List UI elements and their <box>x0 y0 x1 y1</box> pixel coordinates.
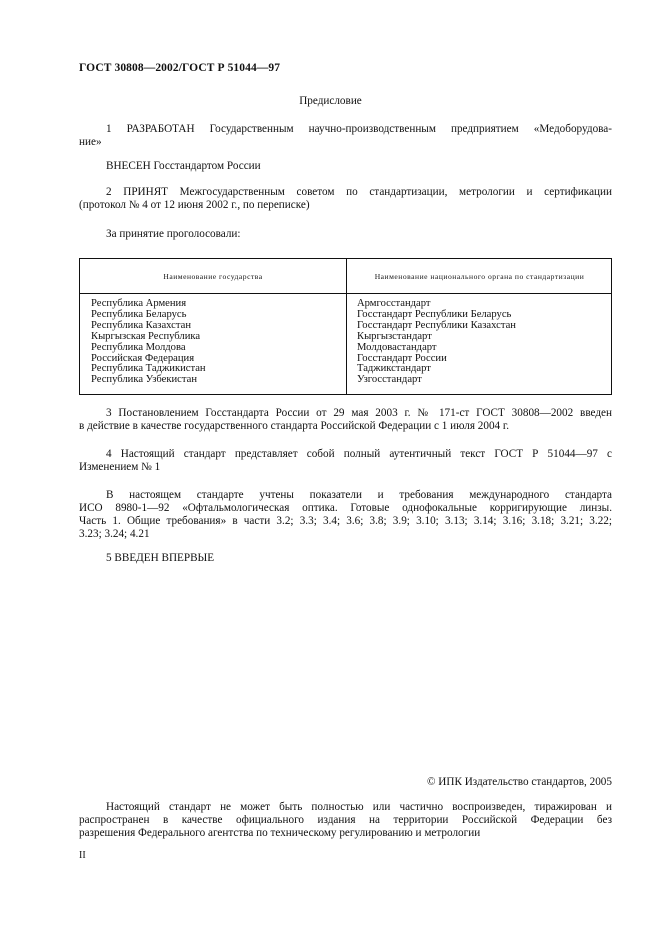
paragraph-line: ИСО 8980-1—92 «Офтальмологическая оптика. Готовые однофокальные корригирующие линзы. <box>79 502 612 514</box>
paragraph-first-introduced: 5 ВВЕДЕН ВПЕРВЫЕ <box>106 552 215 564</box>
table-cell-state: Республика Таджикистан <box>91 363 206 375</box>
paragraph-line: в действие в качестве государственного стандарта Российской Федерации с 1 июля 2004 г. <box>79 420 510 432</box>
paragraph-line: разрешения Федерального агентства по техническому регулированию и метрологии <box>79 827 481 839</box>
table-cell-state: Республика Узбекистан <box>91 374 198 386</box>
copyright-line: © ИПК Издательство стандартов, 2005 <box>426 776 612 788</box>
document-code-header: ГОСТ 30808—2002/ГОСТ Р 51044—97 <box>79 62 281 74</box>
paragraph-line: 2 ПРИНЯТ Межгосударственным советом по стандартизации, метрологии и сертификации <box>106 186 612 198</box>
table-cell-state: Республика Армения <box>91 298 187 309</box>
table-cell-body: Узгосстандарт <box>357 374 422 386</box>
table-cell-state: Республика Казахстан <box>91 319 192 331</box>
paragraph-voted: За принятие проголосовали: <box>106 228 241 240</box>
paragraph-line: 3.23; 3.24; 4.21 <box>79 528 150 540</box>
paragraph-international-standard <box>79 489 612 541</box>
paragraph-developed <box>79 123 612 149</box>
table-cell-body: Молдовастандарт <box>357 341 437 353</box>
paragraph-line: (протокол № 4 от 12 июня 2002 г., по переписке) <box>79 199 310 211</box>
page-number: II <box>79 850 86 861</box>
paragraph-adopted <box>79 186 612 212</box>
table-cell-state: Кыргызская Республика <box>91 330 201 342</box>
paragraph-authentic-text <box>79 448 612 474</box>
table-header-body: Наименование национального органа по стандартизации <box>374 271 585 281</box>
paragraph-line: Часть 1. Общие требования» в части 3.2; 3.3; 3.4; 3.6; 3.8; 3.9; 3.10; 3.13; 3.14; 3.16; 3.18; 3.21; 3.22; <box>79 515 612 527</box>
table-cell-state: Российская Федерация <box>91 352 195 364</box>
table-cell-body: Таджикстандарт <box>357 363 431 375</box>
paragraph-resolution <box>79 407 612 433</box>
table-cell-body: Госстандарт России <box>357 352 447 364</box>
paragraph-line: 1 РАЗРАБОТАН Государственным научно-производственным предприятием «Медоборудова- <box>106 123 612 135</box>
paragraph-line: ние» <box>79 136 102 148</box>
paragraph-line: распространен в качестве официального издания на территории Российской Федерации без <box>79 814 612 826</box>
table-column-bodies <box>357 299 516 386</box>
table-cell-body: Армгосстандарт <box>357 298 431 309</box>
paragraph-line: Настоящий стандарт не может быть полностью или частично воспроизведен, тиражирован и <box>106 801 612 813</box>
table-cell-state: Республика Беларусь <box>91 308 187 320</box>
paragraph-line: 4 Настоящий стандарт представляет собой полный аутентичный текст ГОСТ Р 51044—97 с <box>106 448 612 460</box>
preface-title: Предисловие <box>299 95 362 107</box>
table-column-states <box>91 299 206 386</box>
table-cell-body: Кыргызстандарт <box>357 330 432 342</box>
copyright-notice <box>79 801 612 840</box>
table-cell-body: Госстандарт Республики Казахстан <box>357 319 516 331</box>
paragraph-line: В настоящем стандарте учтены показатели и требования международного стандарта <box>106 489 612 501</box>
table-header-divider <box>80 293 611 294</box>
voting-table <box>79 258 612 395</box>
paragraph-line: Изменением № 1 <box>79 461 161 473</box>
paragraph-introduced: ВНЕСЕН Госстандартом России <box>106 160 261 172</box>
table-cell-state: Республика Молдова <box>91 341 186 353</box>
table-cell-body: Госстандарт Республики Беларусь <box>357 308 512 320</box>
paragraph-line: 3 Постановлением Госстандарта России от 29 мая 2003 г. № 171-ст ГОСТ 30808—2002 введен <box>106 407 612 419</box>
table-header-state: Наименование государства <box>163 271 263 281</box>
